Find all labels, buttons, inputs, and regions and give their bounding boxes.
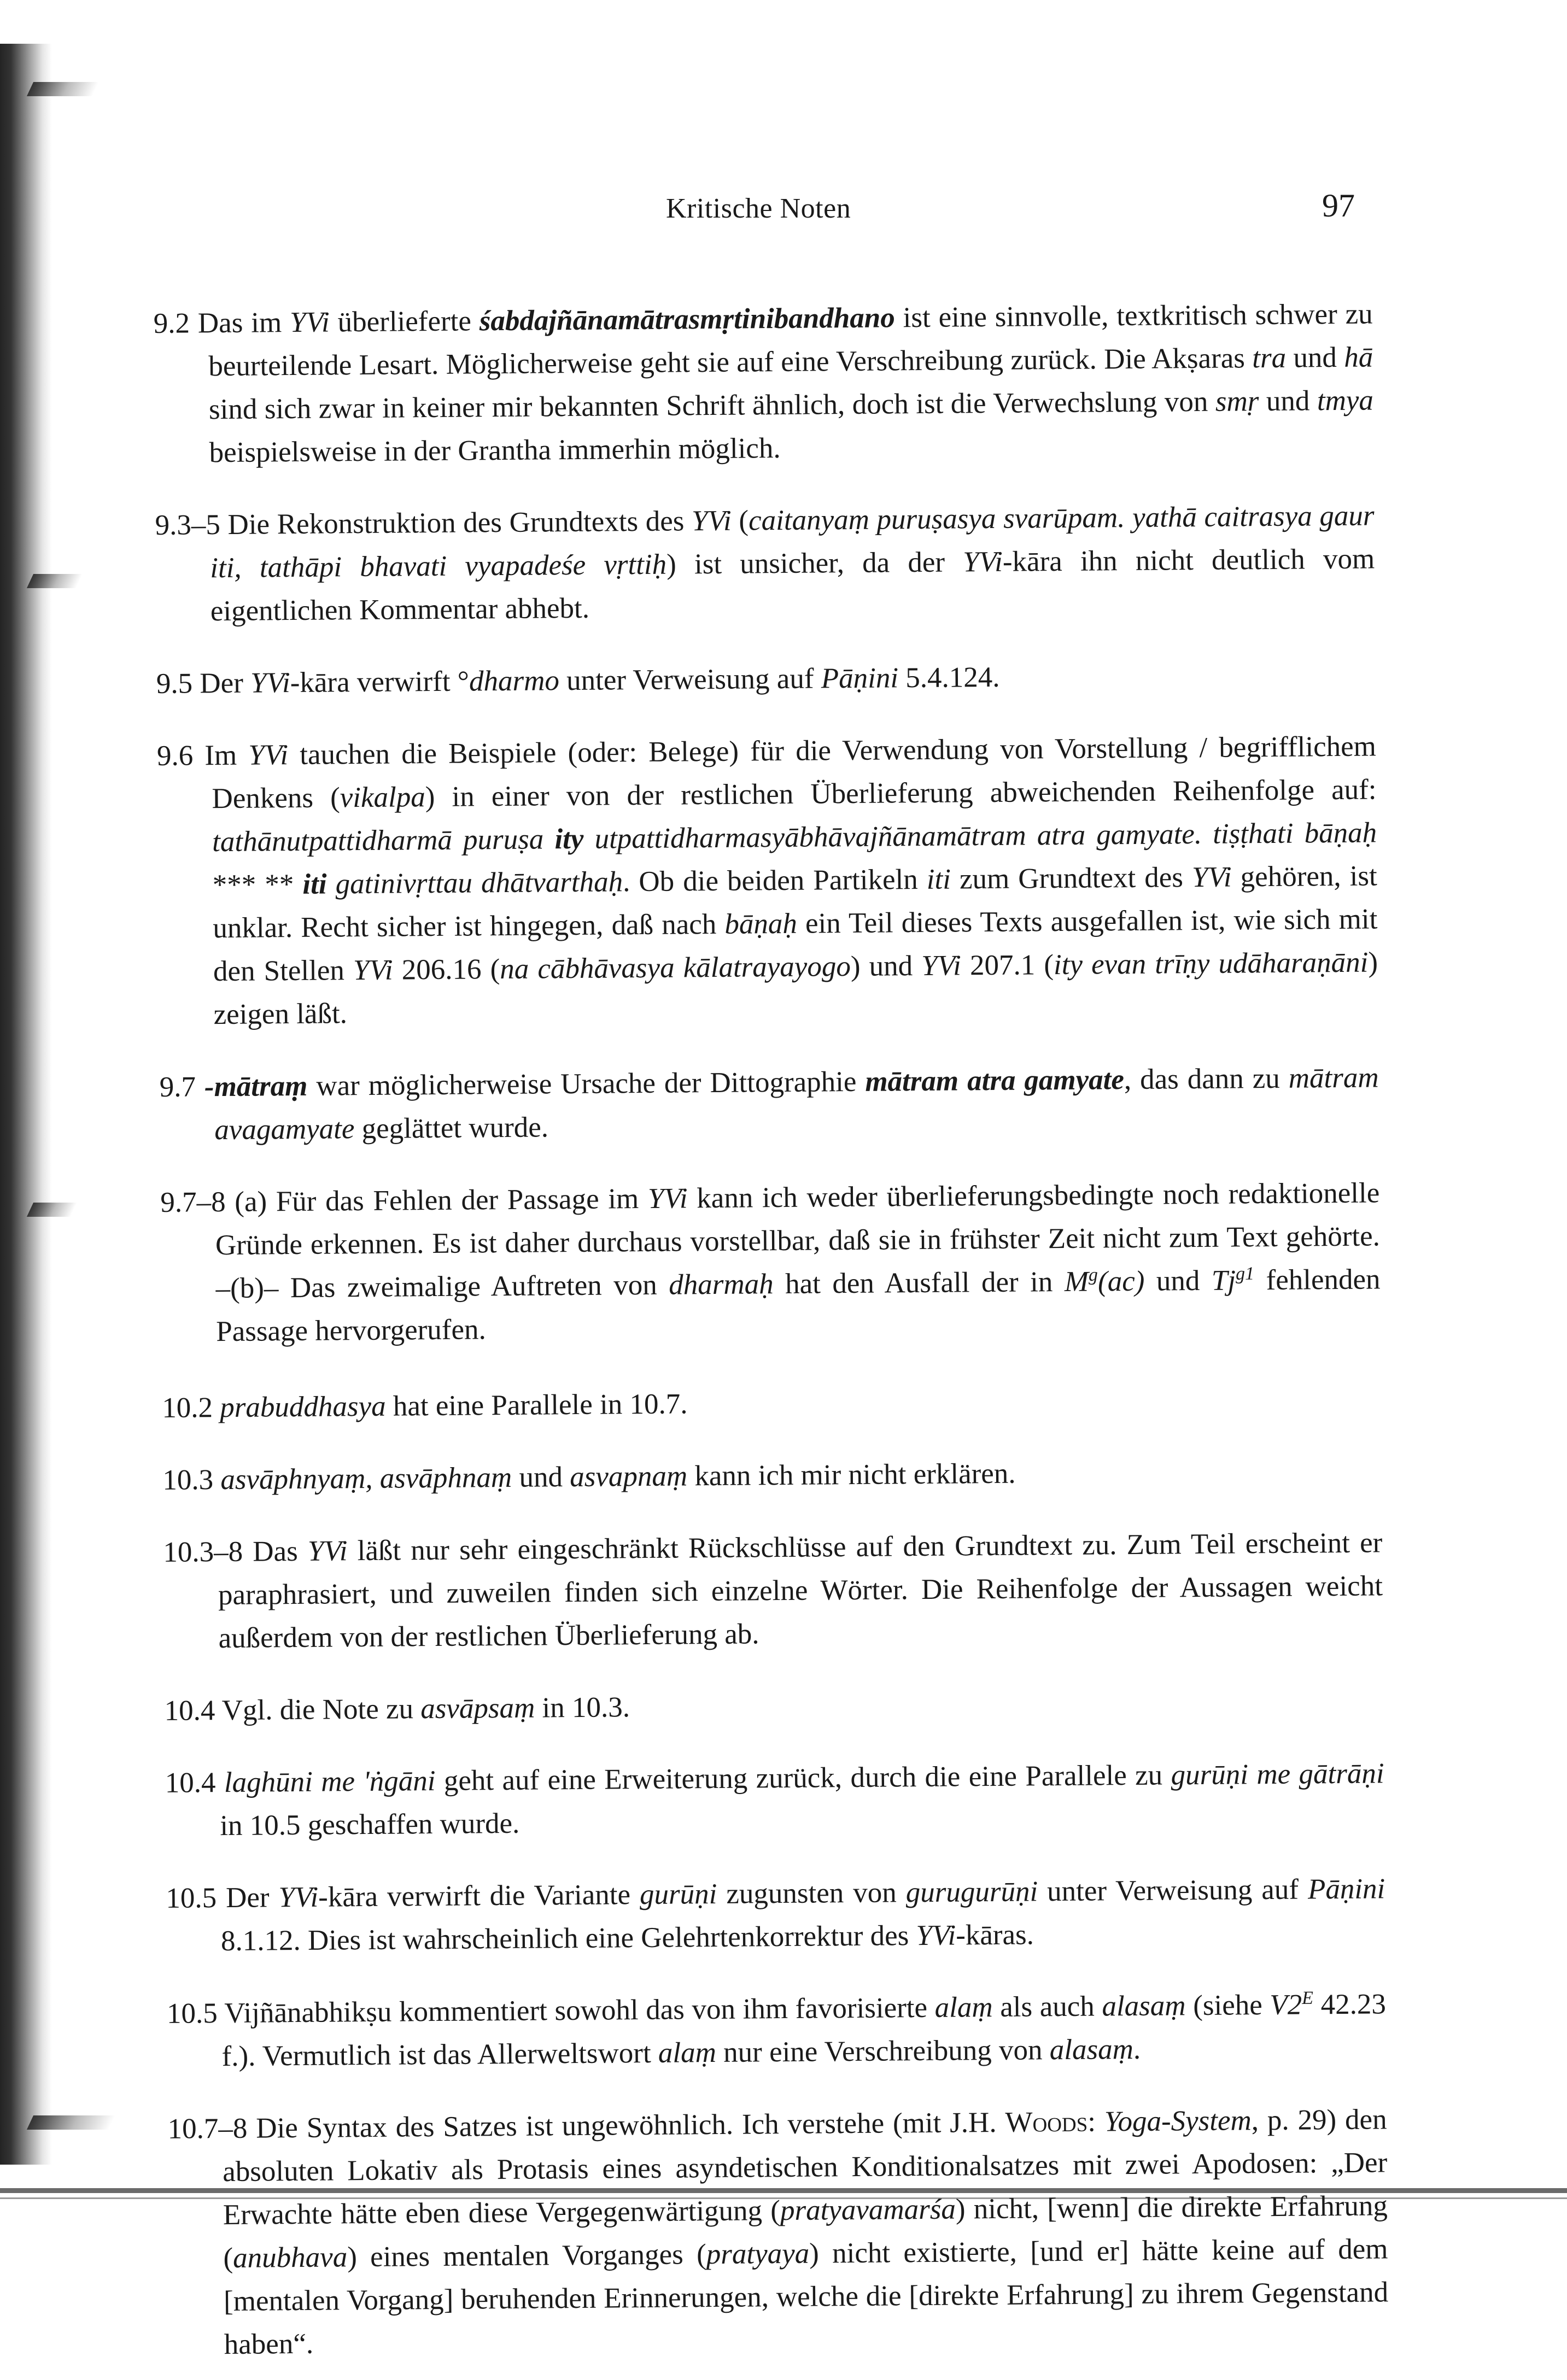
note-text-italic: tathānutpattidharmā puruṣa	[212, 823, 555, 858]
note-text-italic: Pāṇini	[1307, 1873, 1385, 1906]
note-text: , das dann zu	[1124, 1062, 1289, 1096]
note-9-5	[156, 653, 1376, 706]
note-text: 207.1 (	[961, 949, 1054, 982]
page-number: 97	[1322, 187, 1355, 224]
note-text: ein Teil dieses Texts ausgefallen ist, wie sich mit den Stellen	[213, 903, 1378, 988]
binding-fray	[27, 2115, 115, 2130]
note-text: Der	[192, 667, 251, 700]
note-text	[213, 1392, 220, 1423]
note-text-italic: tra	[1252, 342, 1287, 374]
note-ref: 9.6	[156, 740, 194, 772]
note-text: Vgl. die Note zu	[215, 1693, 421, 1727]
note-text: unter Verweisung auf	[1037, 1873, 1308, 1908]
note-text-italic: YVi	[1191, 861, 1232, 894]
note-text: ) eines mentalen Vorganges (	[347, 2238, 706, 2273]
note-text-italic: alaṃ	[658, 2037, 717, 2069]
note-text-italic: na cābhāvasya kālatrayayogo	[500, 951, 851, 986]
note-text-italic: anubhava	[232, 2241, 348, 2274]
note-text-italic: YVi	[963, 546, 1003, 578]
note-text: hat eine Parallele in 10.7.	[385, 1388, 688, 1422]
note-text-italic: (ac)	[1097, 1265, 1145, 1298]
note-9-7-8	[160, 1171, 1381, 1354]
note-text: Die Rekonstruktion des Grundtexts des	[220, 505, 692, 541]
note-ref: 10.5	[166, 1882, 217, 1914]
note-text: und	[1285, 341, 1344, 374]
running-header-title: Kritische Noten	[666, 193, 851, 224]
note-text: -kāra ihn nicht deutlich vom eigentlichen Kommentar abhebt.	[210, 543, 1375, 628]
note-10-5	[166, 1867, 1385, 1963]
note-9-6	[157, 725, 1378, 1036]
note-text-italic: smṛ	[1215, 385, 1259, 418]
note-text-italic: YVi	[289, 306, 330, 339]
note-text: geglättet wurde.	[354, 1111, 549, 1145]
note-ref: 9.5	[156, 667, 193, 700]
note-text: ) und	[850, 950, 922, 983]
note-ref: 10.5	[166, 1997, 218, 2030]
note-text: Vijñānabhikṣu kommentiert sowohl das von ihm favorisierte	[217, 1991, 935, 2030]
note-text-italic: bāṇaḥ	[724, 907, 798, 940]
note-text-italic: alaṃ	[934, 1991, 993, 2024]
note-ref: 9.7–8	[160, 1186, 226, 1218]
note-text-bold-italic: -mātraṃ	[204, 1070, 308, 1103]
note-superscript: E	[1302, 1988, 1314, 2008]
note-ref: 9.3–5	[155, 509, 221, 541]
note-author-name: Woods	[1005, 2106, 1088, 2138]
note-text: Das	[242, 1535, 308, 1568]
note-text-italic: pratyaya	[706, 2237, 810, 2271]
note-text-italic: iti	[926, 863, 951, 895]
note-text: ) nicht, [wenn] die direkte Erfahrung (	[223, 2190, 1388, 2275]
note-text-italic: laghūni me 'ṅgāni	[224, 1765, 436, 1799]
note-superscript: g1	[1235, 1263, 1255, 1284]
note-text-italic: YVi	[250, 667, 290, 699]
note-text-italic: asvāphnyaṃ, asvāphnaṃ	[220, 1461, 512, 1496]
note-text: Die Syntax des Satzes ist ungewöhnlich. Ich verstehe (mit J.H.	[247, 2106, 1005, 2144]
note-text-italic: gurugurūṇi	[905, 1875, 1038, 1909]
note-text: in 10.3.	[535, 1691, 630, 1724]
note-text-italic: mātram avagamyate	[214, 1062, 1379, 1146]
note-text-italic: utpattidharmasyābhāvajñānamātram atra gamyate. tiṣṭhati bāṇaḥ	[583, 817, 1377, 855]
note-10-4	[164, 1680, 1384, 1733]
note-text-italic: dharmaḥ	[668, 1268, 774, 1301]
note-text: kann ich weder überlieferungsbedingte noch redaktionelle Gründe erkennen. Es ist daher durchaus vorstellbar, daß sie in frühster Zeit nicht zum Text gehörte. –(b)– Das zweimalige Auftreten von	[215, 1177, 1381, 1305]
note-text: unter Verweisung auf	[559, 663, 821, 697]
note-text: und	[1144, 1264, 1212, 1297]
note-text-italic: YVi	[278, 1881, 319, 1914]
note-text-italic: YVi	[248, 739, 289, 771]
note-ref: 10.4	[165, 1767, 216, 1799]
note-text: tauchen die Beispiele (oder: Belege) für die Verwendung von Vorstellung / begrifflichem Denkens (	[212, 730, 1377, 815]
note-9-7	[159, 1056, 1379, 1152]
note-superscript: g	[1088, 1264, 1098, 1285]
note-text-bold-italic: mātram atra gamyate	[865, 1064, 1125, 1098]
note-ref: 10.3	[162, 1464, 214, 1496]
note-text: zum Grundtext des	[950, 861, 1192, 895]
note-10-3-8	[163, 1521, 1383, 1661]
note-text: Der	[216, 1881, 279, 1914]
note-text: überlieferte	[329, 305, 480, 338]
note-text: ) nicht existierte, [und er] hätte keine auf dem [mentalen Vorgang] beruhenden Erinnerungen, welche die [direkte Erfahrung] zu ihrem Gegenstand haben“.	[223, 2233, 1389, 2361]
note-text: *** **	[212, 868, 303, 901]
note-text-italic: YVi	[691, 505, 732, 537]
note-text: . Ob die beiden Partikeln	[622, 863, 927, 898]
note-text-italic: YVi	[916, 1919, 956, 1952]
note-text: (a) Für das Fehlen der Passage im	[225, 1182, 648, 1218]
note-ref: 9.2	[153, 307, 190, 339]
note-10-7-8	[167, 2098, 1389, 2366]
note-text: und	[1259, 385, 1318, 418]
note-ref: 10.3–8	[163, 1535, 243, 1568]
note-text: , p. 29) den absoluten Lokativ als Protasis eines asyndetischen Konditionalsatzes mit zwei Apodosen: „Der Erwachte hätte eben diese Vergegenwärtigung (	[223, 2103, 1388, 2231]
note-text: gehören, ist unklar. Recht sicher ist hingegen, daß nach	[213, 860, 1377, 945]
note-text	[215, 1767, 224, 1798]
note-text: und	[511, 1461, 570, 1493]
note-text-italic: V2	[1270, 1989, 1302, 2021]
note-text-italic: YVi	[307, 1535, 348, 1567]
note-text: in 10.5 geschaffen wurde.	[220, 1807, 520, 1842]
note-text: 8.1.12. Dies ist wahrscheinlich eine Gelehrtenkorrektur des	[220, 1920, 916, 1957]
note-text-bold-italic: śabdajñānamātrasmṛtinibandhano	[479, 302, 895, 337]
note-ref: 10.4	[164, 1695, 215, 1727]
note-text-italic: M	[1064, 1265, 1089, 1298]
note-ref: 10.7–8	[167, 2112, 248, 2145]
note-text: ) in einer von der restlichen Überlieferung abweichenden Reihenfolge auf:	[425, 773, 1377, 813]
note-text: ) ist unsicher, da der	[666, 546, 963, 581]
note-text-bold-italic: iti	[302, 868, 327, 900]
note-text-italic: YVi	[647, 1182, 688, 1215]
note-text: -kāras.	[955, 1919, 1034, 1951]
note-text-italic: vikalpa	[340, 781, 425, 814]
note-text: ) zeigen läßt.	[213, 946, 1378, 1031]
note-text: Das im	[189, 307, 290, 339]
note-10-2	[162, 1377, 1382, 1430]
note-text: geht auf eine Erweiterung zurück, durch die eine Parallele zu	[435, 1759, 1171, 1797]
note-text: (siehe	[1185, 1989, 1270, 2022]
note-10-3	[162, 1449, 1382, 1502]
note-text-italic: Yoga-System	[1104, 2105, 1252, 2138]
note-text-italic: asvapnaṃ	[569, 1460, 688, 1493]
note-ref: 9.7	[159, 1071, 196, 1103]
note-text: -kāra verwirft °	[290, 665, 470, 699]
note-text-italic: pratyavamarśa	[780, 2193, 956, 2227]
note-ref: 10.2	[162, 1392, 213, 1424]
note-text: kann ich mir nicht erklären.	[687, 1457, 1016, 1492]
binding-fray	[27, 82, 99, 96]
note-text: hat den Ausfall der in	[773, 1265, 1065, 1300]
note-text-italic: gurūṇi me gātrāṇi	[1171, 1757, 1384, 1791]
note-text-italic: dharmo	[469, 665, 560, 697]
binding-shadow	[0, 44, 52, 2165]
note-text-italic: Tj	[1211, 1264, 1236, 1297]
note-9-3-5	[155, 494, 1375, 634]
note-text-italic: gatinivṛttau dhātvarthaḥ	[326, 866, 623, 900]
note-text: .	[1133, 2033, 1141, 2066]
note-text-italic: YVi	[921, 949, 962, 982]
note-text-bold-italic: ity	[554, 823, 584, 855]
note-text: nur eine Verschreibung von	[716, 2034, 1050, 2069]
note-text-italic: alasaṃ	[1049, 2033, 1134, 2066]
note-text: -kāra verwirft die Variante	[318, 1879, 640, 1913]
note-text-italic: asvāpsaṃ	[420, 1692, 535, 1725]
note-text	[213, 1464, 221, 1496]
note-text: als auch	[992, 1990, 1102, 2024]
note-text-italic: YVi	[353, 954, 393, 987]
note-text	[196, 1071, 204, 1103]
note-text-italic: caitanyaṃ puruṣasya svarūpam. yathā caitrasya gaur iti, tathāpi bhavati vyapadeśe vṛttiḥ	[210, 500, 1375, 584]
binding-fray	[27, 574, 83, 588]
note-text-italic: tmya	[1317, 384, 1374, 417]
note-text: 5.4.124.	[898, 661, 1000, 694]
note-text: (	[731, 505, 749, 537]
note-text: ist eine sinnvolle, textkritisch schwer zu beurteilende Lesart. Möglicherweise geht sie auf eine Verschreibung zurück. Die Akṣaras	[208, 298, 1373, 383]
note-text: :	[1087, 2106, 1105, 2138]
note-text-italic: ity evan trīṇy udāharaṇāni	[1053, 946, 1369, 981]
note-text-italic: alasaṃ	[1102, 1990, 1186, 2023]
note-text: 42.23 f.). Vermutlich ist das Allerweltswort	[221, 1988, 1387, 2073]
note-text-italic: prabuddhasya	[220, 1390, 386, 1424]
note-text-italic: gurūṇi	[639, 1878, 717, 1911]
note-text: sind sich zwar in keiner mir bekannten Schrift ähnlich, doch ist die Verwechslung von	[208, 385, 1216, 426]
note-text-italic: hā	[1344, 341, 1373, 373]
critical-notes	[153, 263, 1389, 2379]
note-text-italic: Pāṇini	[821, 662, 899, 695]
note-text: war möglicherweise Ursache der Dittographie	[307, 1065, 866, 1102]
note-10-4	[165, 1752, 1384, 1848]
note-text: fehlenden Passage hervorgerufen.	[215, 1263, 1381, 1348]
note-text: Im	[192, 739, 249, 772]
note-10-5	[167, 1983, 1387, 2079]
note-text: 206.16 (	[393, 953, 500, 986]
binding-fray	[27, 1203, 77, 1217]
note-text: beispielsweise in der Grantha immerhin möglich.	[209, 432, 781, 469]
note-text: zugunsten von	[717, 1877, 906, 1910]
note-text: läßt nur sehr eingeschränkt Rückschlüsse auf den Grundtext zu. Zum Teil erscheint er paraphrasiert, und zuweilen finden sich einzelne Wörter. Die Reihenfolge der Aussagen weicht außerdem von der restlichen Überlieferung ab.	[218, 1527, 1383, 1655]
note-9-2	[153, 292, 1373, 475]
